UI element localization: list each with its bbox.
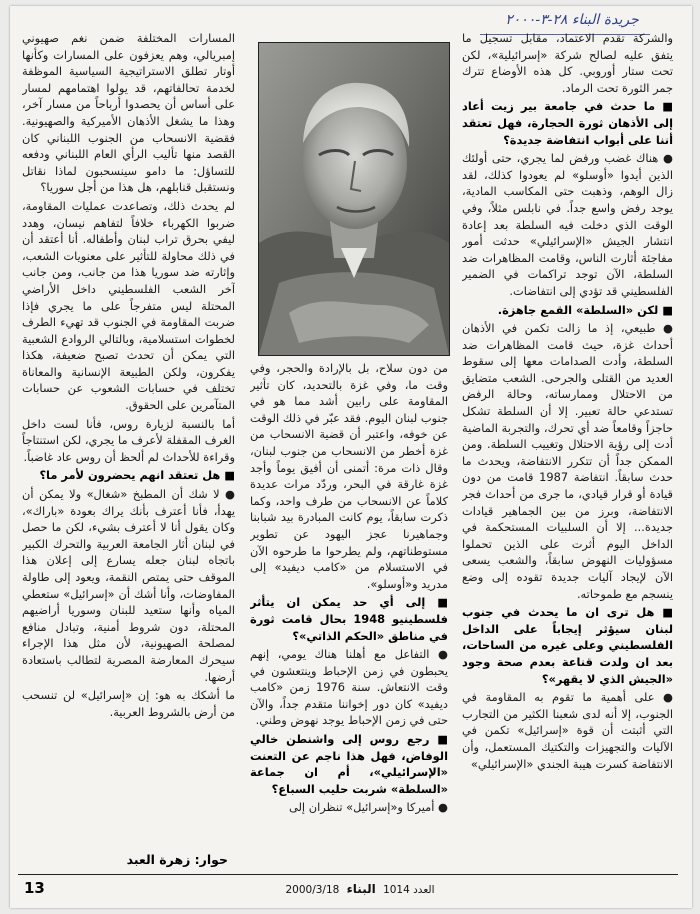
footer-issue: العدد 1014 (383, 884, 435, 896)
paragraph: ● طبيعي، إذ ما زالت تكمن في الأذهان أحداث غزة، حيث قامت المظاهرات ضد السلطة، وأدت الصدامات معها إلى سقوط العديد من القتلى والجرحى. الشعب متضايق من الاحتلال وممارساته، وحالة الرفض تستدعي حالة تعبير. إلا أن السلطة تشكل حاجزاً وقامعاً ضد أي تحرك، والتجربة الماضية أدت إلى رؤية الاحتلال وتغييب السلطة. ومن الممكن جداً أن تتكرر الانتفاضة، ويحدث ما حدث سابقاً. انتفاضة 1987 قامت من دون قيادة أو قرار قيادي، ما جرى من أحداث فجر الانتفاضة، وبرز من بين الجماهير قيادات جديدة... إلا أن السلبيات المستحكمة في الداخل اليوم أثرت على الذين تحملوا مسؤوليات النهوض سابقاً، والشعب يسعى الآن لإيجاد آليات جديدة تقوده إلى وضع ينسجم مع طموحاته. (462, 321, 673, 601)
footer-publication: البناء (346, 882, 376, 896)
author-byline: حوار: زهرة العبد (126, 852, 228, 867)
paragraph: أما بالنسبة لزيارة روس، فأنا لست داخل الغرف المقفلة لأعرف ما يجري، لكن استنتاجاً وقراءة للأحداث لم ألحظ أن روس عاد غاضباً. (22, 416, 235, 464)
page-number: 13 (24, 879, 45, 897)
handwritten-source-note: جريدة البناء ٢٨-٣-٢٠٠٠ (505, 12, 639, 28)
paragraph: لم يحدث ذلك، وتصاعدت عمليات المقاومة، ضربوا الكهرباء خلافاً لتفاهم نيسان، وهدد ليفي بحرق تراب لبنان وأطفاله. أنا أعتقد أن في ذلك محاولة للتأثير على معنويات الشعب، وإثارته ضد سوريا هذا من جانب، ومن جانب آخر الشعب الفلسطيني داخل الأراضي المحتلة ليس متفرجاً على ما يجري فإذا ضربت المقاومة في الجنوب قد تهيء الطرف لخطوات استسلامية، وبالتالي الروادع الشعبية التي يمكن أن تحدث تصبح ضعيفة، هكذا يفكرون، ولكن الطبيعة الإنسانية والمعاناة تختلف في حسابات الشعوب عن حسابات المتآمرين على الحقوق. (22, 198, 235, 413)
paragraph: ● هناك غضب ورفض لما يجري، حتى أولئك الذين أيدوا «أوسلو» لم يعودوا كذلك، لقد زال الوهم، وذهبت حتى المكاسب المادية، يوجد رفض واسع جداً. في نابلس مثلاً، وفي الوقت الذي دخلت فيه السلطة بعد إعادة انتشار الجيش «الإسرائيلي» حدثت أمور مفاجئة أثارت الناس، وقامت المظاهرات ضد السلطة، الآن توجد تراكمات في الضمير الفلسطيني قد تؤدي إلى انتفاضات. (462, 151, 673, 298)
footer-date: 2000/3/18 (285, 884, 340, 896)
interview-question: ■ إلى أي حد يمكن ان يتأثر فلسطينيو 1948 بحال قامت ثورة في مناطق «الحكم الذاتي»؟ (250, 595, 448, 643)
portrait-photo (258, 42, 450, 356)
paragraph: ما أشكك به هو: إن «إسرائيل» لن تنسحب من أرض بالشروط العربية. (22, 688, 235, 719)
footer-rule (18, 874, 678, 875)
article-column-left (22, 30, 235, 868)
paragraph: ● على أهمية ما تقوم به المقاومة في الجنوب، إلا أنه لدى شعبنا الكثير من التجارب التي أثبتت أن قوة «إسرائيل» تكمن في الآليات والتجهيزات والتكتيك المستعمل، وأن الانتفاضة كسرت هيبة الجندي «الإسرائيلي» (462, 690, 673, 771)
article-column-right (462, 30, 673, 868)
paragraph: المسارات المختلفة ضمن نغم صهيوني إمبريالي، وهم يعزفون على المسارات وكأنها أوتار تطلق الاستراتيجية السياسية الموظفة لخدمة تحالفاتهم، قد يولوا اهتمامهم لمسار على أساس أن يحصدوا أرباحاً من مسار آخر، وهذا ما يشغل الأذهان الأميركية والصهيونية. فقضية الانسحاب من الجنوب اللبناني كان القصد منها تأليب الرأي العام اللبناني ودفعه للتساؤل: ما دامو سينسحبون لماذا نقاتل ونستقبل قنابلهم، هل هذا من أجل سوريا؟ (22, 31, 235, 195)
paragraph: ● لا شك أن المطبخ «شغال» ولا يمكن أن يهدأ، فأنا أعترف بأنك يراك بعودة «باراك»، وكان يقول أنا لا أعترف بشيء، لكن ما حصل في لبنان أثار الجامعة العربية والتحرك الكبير باتجاه لبنان جعله يسارع إلى إعلان هذا الموقف حتى يمتص النقمة، ويعود إلى طاولة المفاوضات، وأنا أشك أن «إسرائيل» ستعطي المياه وأنها ستعيد للبنان وسوريا أراضيهم المحتلة، دون شروط أمنية، وتبادل منافع لمصلحة الصهيونية، لأن مثل هذا الإجراء سيحرك المعارضة المصرية لتطالب باستعادة أرضها. (22, 487, 235, 684)
paragraph: والشركة تقدم الاعتماد، مقابل تسجيل ما يتفق عليه لصالح شركة «إسرائيلية»، لكن تحت ستار أوروبي. كل هذه الأوضاع تترك جمر الثورة تحت الرماد. (462, 31, 673, 95)
footer-info (240, 882, 480, 896)
paragraph: ● التفاعل مع أهلنا هناك يومي، إنهم يحبطون في زمن الإحباط وينتعشون في وقت الانتعاش. سنة 1976 زمن «كامب ديفيد» كان دور إخواننا متقدم جداً، والآن حتى في زمن الإحباط يوجد نهوض وطني. (250, 647, 448, 728)
portrait-photo-icon (259, 43, 449, 355)
interview-question: ■ هل ترى ان ما يحدث في جنوب لبنان سيؤثر إيجاباً على الداخل الفلسطيني وعلى غيره من الساحات، بعد ان ولدت قناعة بعدم صحة وجود «الجيش الذي لا يقهر»؟ (462, 605, 673, 686)
paragraph: ● أميركا و«إسرائيل» تنظران إلى (288, 800, 448, 815)
interview-question: ■ لكن «السلطة» القمع جاهزة. (497, 302, 673, 317)
interview-question: ■ هل تعتقد انهم يحضرون لأمر ما؟ (39, 468, 235, 483)
article-column-middle (250, 360, 448, 868)
paragraph: من دون سلاح، بل بالإرادة والحجر، وفي وقت ما، وفي غزة بالتحديد، كان تأثير المقاومة على رابين أشد مما هو في جنوب لبنان اليوم. فقد عبّر في ذلك الوقت عن خوفه، واعتبر أن قضية الانسحاب من غزة أخطر من الانسحاب من جنوب لبنان، وقال ذات مرة: أتمنى أن أفيق يوماً وأجد غزة غارقة في البحر، وردّد مرات عديدة كلاماً عن الانسحاب من طرف واحد، وكما ذكرت سابقاً، يوم كانت المبادرة بيد شبابنا وجماهيرنا عجز اليهود عن تطوير مستوطناتهم، ولم يطرحوا ما طرحوه الآن في الاستسلام من «كامب ديفيد» إلى مدريد و«أوسلو». (250, 361, 448, 591)
interview-question: ■ رجع روس إلى واشنطن خالي الوفاض، فهل هذا ناجم عن التعنت «الإسرائيلي»، أم ان جماعة «السلطة» شربت حليب السباع؟ (250, 732, 448, 796)
interview-question: ■ ما حدث في جامعة بير زيت أعاد إلى الأذهان ثورة الحجارة، فهل تعتقد أننا على أبواب انتفاضة جديدة؟ (462, 99, 673, 147)
